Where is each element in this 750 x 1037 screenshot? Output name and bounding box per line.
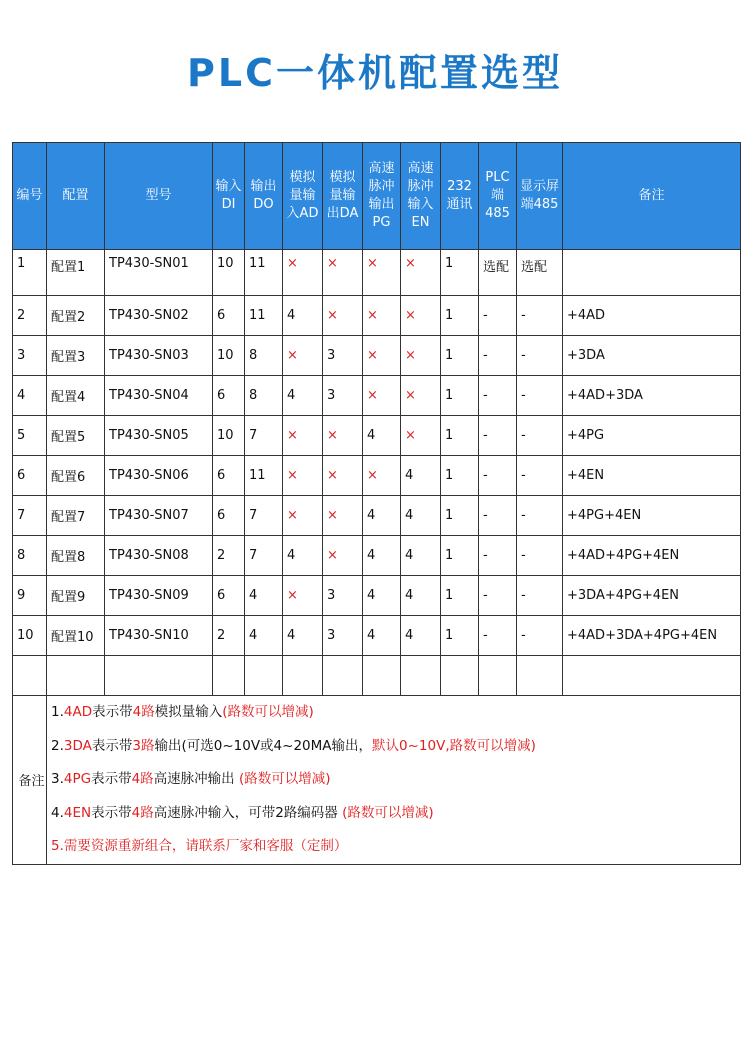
cell-do: 11	[245, 250, 283, 296]
note-segment: 3路	[132, 737, 155, 754]
cell-hmi485: -	[517, 576, 563, 616]
cell-model: TP430-SN08	[105, 536, 213, 576]
cell-plc485: -	[479, 496, 517, 536]
note-segment: 5.需要资源重新组合，请联系厂家和客服（定制）	[51, 838, 348, 855]
cell-en: 4	[401, 576, 441, 616]
cell-do: 8	[245, 336, 283, 376]
cell-pg: ×	[363, 296, 401, 336]
cell-ad: 4	[283, 536, 323, 576]
cell-rs232: 1	[441, 336, 479, 376]
cell-hmi485: -	[517, 616, 563, 656]
cell-da: 3	[323, 576, 363, 616]
cell-config: 配置5	[47, 416, 105, 456]
cell-da: ×	[323, 296, 363, 336]
cell-model: TP430-SN01	[105, 250, 213, 296]
note-segment: 3DA	[63, 737, 92, 754]
cell-hmi485: 选配	[517, 250, 563, 296]
note-segment: 输出(可选0~10V或4~20MA输出，	[154, 737, 373, 754]
note-segment: 4路	[132, 704, 155, 720]
table-row	[13, 616, 741, 656]
cell-config: 配置1	[47, 250, 105, 296]
note-segment: 高速脉冲输出	[153, 771, 239, 788]
cell-config: 配置3	[47, 336, 105, 376]
cell-model: TP430-SN03	[105, 336, 213, 376]
cell-da: 3	[323, 376, 363, 416]
cell-remark: +4AD+4PG+4EN	[563, 536, 741, 576]
cell-pg: 4	[363, 536, 401, 576]
cell-config: 配置4	[47, 376, 105, 416]
cell-en: ×	[401, 250, 441, 296]
cell-ad: ×	[283, 336, 323, 376]
cell-plc485: -	[479, 416, 517, 456]
cell-di: 10	[213, 250, 245, 296]
note-3	[51, 763, 740, 797]
table-row	[13, 456, 741, 496]
cell-pg: 4	[363, 416, 401, 456]
cell-remark: +4PG+4EN	[563, 496, 741, 536]
cell-remark	[563, 250, 741, 296]
cell-hmi485: -	[517, 456, 563, 496]
table-row	[13, 250, 741, 296]
header-do: 输出DO	[245, 143, 283, 250]
table-row	[13, 496, 741, 536]
cell-config: 配置7	[47, 496, 105, 536]
notes-label: 备注	[13, 696, 47, 865]
cell-model: TP430-SN07	[105, 496, 213, 536]
cell-do: 7	[245, 496, 283, 536]
cell-plc485: -	[479, 336, 517, 376]
note-4	[51, 797, 740, 831]
cell-plc485: -	[479, 616, 517, 656]
note-segment: (路数可以增减)	[342, 804, 434, 821]
cell-da: ×	[323, 456, 363, 496]
header-model: 型号	[105, 143, 213, 250]
cell-hmi485: -	[517, 416, 563, 456]
note-segment: 表示带	[91, 737, 133, 754]
cell-no: 10	[13, 616, 47, 656]
cell-no: 4	[13, 376, 47, 416]
table-row	[13, 376, 741, 416]
cell-ad: 4	[283, 376, 323, 416]
cell-en: ×	[401, 296, 441, 336]
cell-rs232: 1	[441, 456, 479, 496]
config-table	[12, 142, 741, 865]
header-remark: 备注	[563, 143, 741, 250]
page-title: PLC一体机配置选型	[187, 51, 563, 95]
note-segment: 2.	[51, 737, 64, 754]
notes-row	[13, 696, 741, 865]
cell-da: 3	[323, 336, 363, 376]
note-1	[51, 696, 740, 730]
cell-pg: 4	[363, 576, 401, 616]
cell-da: ×	[323, 496, 363, 536]
cell-remark: +3DA	[563, 336, 741, 376]
cell-remark: +4PG	[563, 416, 741, 456]
cell-hmi485: -	[517, 536, 563, 576]
note-segment: 4路	[131, 771, 154, 788]
table-header	[13, 143, 741, 250]
cell-plc485: -	[479, 576, 517, 616]
cell-do: 7	[245, 536, 283, 576]
note-segment: 4AD	[63, 704, 93, 720]
cell-config: 配置8	[47, 536, 105, 576]
header-ad: 模拟量输入AD	[283, 143, 323, 250]
cell-remark: +3DA+4PG+4EN	[563, 576, 741, 616]
note-segment: 高速脉冲输入，可带2路编码器	[153, 804, 343, 821]
note-segment: 表示带	[91, 771, 132, 788]
cell-no: 9	[13, 576, 47, 616]
cell-en: 4	[401, 616, 441, 656]
cell-do: 4	[245, 616, 283, 656]
cell-plc485: -	[479, 456, 517, 496]
cell-pg: ×	[363, 456, 401, 496]
empty-row	[13, 656, 741, 696]
cell-ad: ×	[283, 416, 323, 456]
header-config: 配置	[47, 143, 105, 250]
cell-da: ×	[323, 250, 363, 296]
cell-plc485: -	[479, 536, 517, 576]
table-row	[13, 576, 741, 616]
cell-model: TP430-SN04	[105, 376, 213, 416]
cell-ad: 4	[283, 616, 323, 656]
cell-en: 4	[401, 456, 441, 496]
cell-ad: ×	[283, 456, 323, 496]
cell-no: 1	[13, 250, 47, 296]
cell-config: 配置6	[47, 456, 105, 496]
cell-plc485: -	[479, 376, 517, 416]
cell-ad: 4	[283, 296, 323, 336]
cell-rs232: 1	[441, 250, 479, 296]
cell-di: 6	[213, 376, 245, 416]
cell-plc485: -	[479, 296, 517, 336]
table-body	[13, 250, 741, 656]
cell-config: 配置2	[47, 296, 105, 336]
cell-da: ×	[323, 536, 363, 576]
notes-cell	[47, 696, 741, 865]
cell-remark: +4AD+3DA	[563, 376, 741, 416]
cell-model: TP430-SN09	[105, 576, 213, 616]
cell-do: 4	[245, 576, 283, 616]
cell-da: 3	[323, 616, 363, 656]
cell-plc485: 选配	[479, 250, 517, 296]
cell-ad: ×	[283, 496, 323, 536]
table-row	[13, 416, 741, 456]
cell-di: 6	[213, 296, 245, 336]
cell-model: TP430-SN10	[105, 616, 213, 656]
note-segment: 4.	[51, 804, 64, 821]
cell-no: 8	[13, 536, 47, 576]
cell-di: 6	[213, 576, 245, 616]
cell-do: 8	[245, 376, 283, 416]
cell-en: ×	[401, 416, 441, 456]
header-pg: 高速脉冲输出PG	[363, 143, 401, 250]
header-rs232: 232通讯	[441, 143, 479, 250]
cell-en: ×	[401, 336, 441, 376]
cell-pg: ×	[363, 250, 401, 296]
cell-rs232: 1	[441, 536, 479, 576]
cell-model: TP430-SN06	[105, 456, 213, 496]
cell-do: 7	[245, 416, 283, 456]
note-segment: (路数可以增减)	[222, 704, 314, 720]
cell-di: 10	[213, 336, 245, 376]
cell-no: 7	[13, 496, 47, 536]
note-segment: 表示带	[91, 804, 132, 821]
cell-di: 2	[213, 536, 245, 576]
cell-hmi485: -	[517, 336, 563, 376]
header-no: 编号	[13, 143, 47, 250]
cell-di: 2	[213, 616, 245, 656]
cell-rs232: 1	[441, 616, 479, 656]
cell-en: 4	[401, 496, 441, 536]
cell-rs232: 1	[441, 576, 479, 616]
cell-da: ×	[323, 416, 363, 456]
cell-remark: +4AD+3DA+4PG+4EN	[563, 616, 741, 656]
cell-hmi485: -	[517, 496, 563, 536]
cell-di: 6	[213, 496, 245, 536]
cell-rs232: 1	[441, 376, 479, 416]
note-segment: 4路	[131, 804, 154, 821]
note-segment: 4EN	[63, 804, 92, 821]
cell-hmi485: -	[517, 296, 563, 336]
cell-hmi485: -	[517, 376, 563, 416]
cell-config: 配置9	[47, 576, 105, 616]
note-segment: 默认0~10V,路数可以增减)	[372, 737, 536, 754]
cell-pg: 4	[363, 496, 401, 536]
cell-no: 5	[13, 416, 47, 456]
cell-no: 3	[13, 336, 47, 376]
cell-no: 2	[13, 296, 47, 336]
cell-en: 4	[401, 536, 441, 576]
cell-remark: +4AD	[563, 296, 741, 336]
table-row	[13, 296, 741, 336]
cell-no: 6	[13, 456, 47, 496]
cell-di: 10	[213, 416, 245, 456]
cell-remark: +4EN	[563, 456, 741, 496]
cell-do: 11	[245, 296, 283, 336]
cell-pg: 4	[363, 616, 401, 656]
note-segment: 3.	[51, 771, 64, 788]
note-segment: 1.	[51, 704, 64, 720]
cell-en: ×	[401, 376, 441, 416]
header-di: 输入DI	[213, 143, 245, 250]
cell-di: 6	[213, 456, 245, 496]
cell-rs232: 1	[441, 416, 479, 456]
table-row	[13, 336, 741, 376]
cell-config: 配置10	[47, 616, 105, 656]
header-en: 高速脉冲输入EN	[401, 143, 441, 250]
cell-model: TP430-SN05	[105, 416, 213, 456]
cell-ad: ×	[283, 250, 323, 296]
note-segment: 模拟量输入	[154, 704, 223, 720]
header-plc485: PLC端485	[479, 143, 517, 250]
note-segment: (路数可以增减)	[238, 771, 331, 788]
header-da: 模拟量输出DA	[323, 143, 363, 250]
note-5	[51, 830, 740, 864]
cell-rs232: 1	[441, 496, 479, 536]
header-hmi485: 显示屏端485	[517, 143, 563, 250]
note-segment: 表示带	[92, 704, 133, 720]
cell-model: TP430-SN02	[105, 296, 213, 336]
cell-rs232: 1	[441, 296, 479, 336]
note-segment: 4PG	[63, 771, 92, 788]
cell-pg: ×	[363, 336, 401, 376]
cell-pg: ×	[363, 376, 401, 416]
cell-do: 11	[245, 456, 283, 496]
table-row	[13, 536, 741, 576]
note-2	[51, 730, 740, 764]
cell-ad: ×	[283, 576, 323, 616]
